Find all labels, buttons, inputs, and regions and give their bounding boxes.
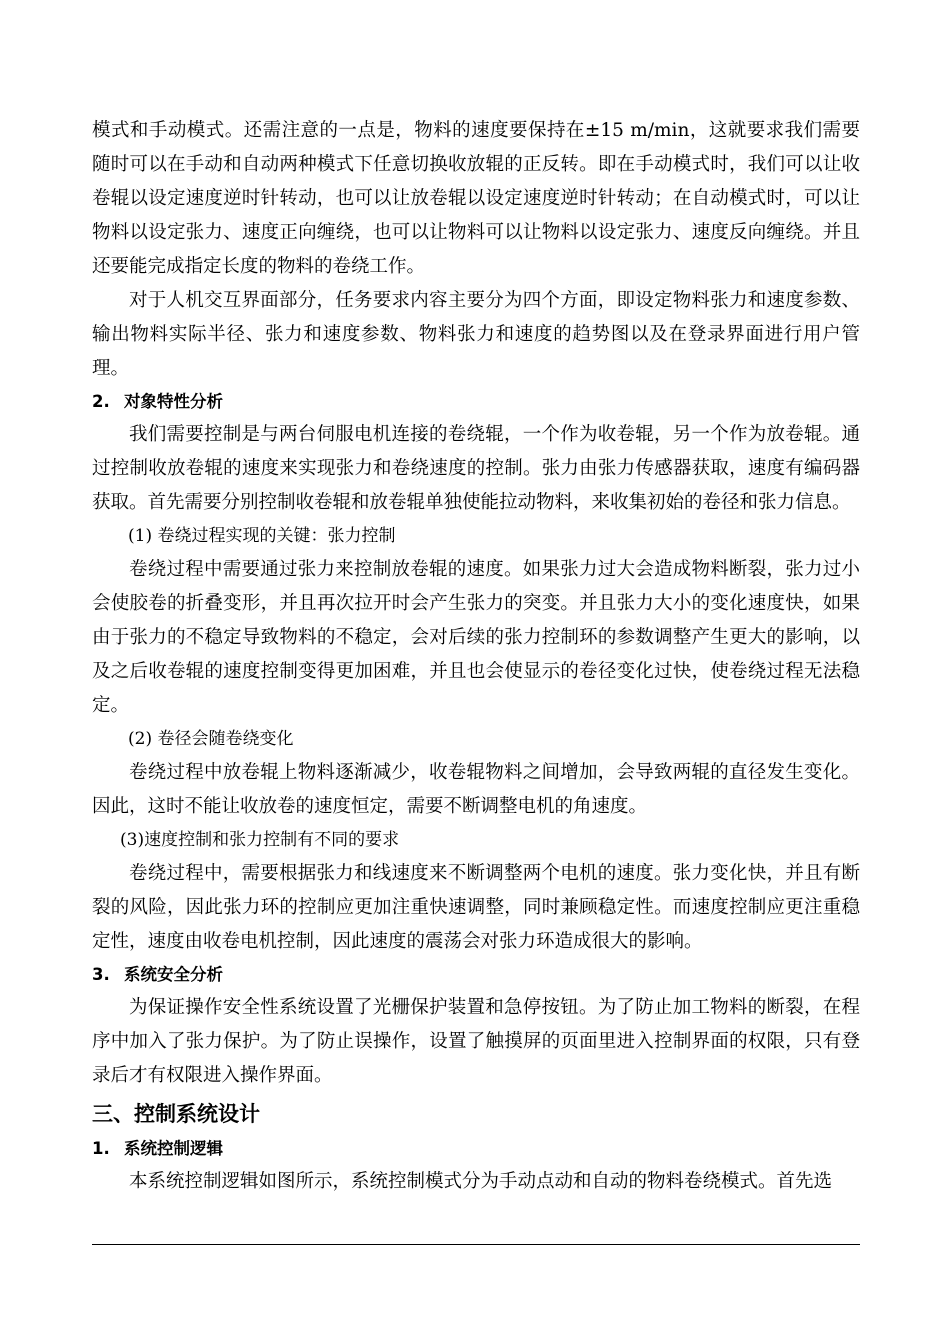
subheading-roll-diameter: (2) 卷径会随卷绕变化 bbox=[128, 729, 294, 749]
paragraph-safety: 为保证操作安全性系统设置了光栅保护装置和急停按钮。为了防止加工物料的断裂，在程序中加入了张力保护。为了防止误操作，设置了触摸屏的页面里进入控制界面的权限，只有登录后才有权限进入操作界面。 bbox=[92, 997, 860, 1086]
paragraph-modes: 模式和手动模式。还需注意的一点是，物料的速度要保持在±15 m/min，这就要求我们需要随时可以在手动和自动两种模式下任意切换收放辊的正反转。即在手动模式时，我们可以让收卷辊以设定速度逆时针转动，也可以让放卷辊以设定速度逆时针转动；在自动模式时，可以让物料以设定张力、速度正向缠绕，也可以让物料可以让物料以设定张力、速度反向缠绕。并且还要能完成指定长度的物料的卷绕工作。 bbox=[92, 120, 860, 277]
section-heading-safety bbox=[92, 959, 860, 991]
subheading-speed-tension: (3)速度控制和张力控制有不同的要求 bbox=[120, 830, 400, 850]
paragraph-control-logic: 本系统控制逻辑如图所示，系统控制模式分为手动点动和自动的物料卷绕模式。首先选 bbox=[129, 1171, 833, 1192]
footer-divider bbox=[92, 1244, 860, 1245]
paragraph-tension: 卷绕过程中需要通过张力来控制放卷辊的速度。如果张力过大会造成物料断裂，张力过小会使胶卷的折叠变形，并且再次拉开时会产生张力的突变。并且张力大小的变化速度快，如果由于张力的不稳定导致物料的不稳定，会对后续的张力控制环的参数调整产生更大的影响，以及之后收卷辊的速度控制变得更加困难，并且也会使显示的卷径变化过快，使卷绕过程无法稳定。 bbox=[92, 559, 860, 716]
section-title: 系统控制逻辑 bbox=[124, 1139, 223, 1158]
paragraph-diameter: 卷绕过程中放卷辊上物料逐渐减少，收卷辊物料之间增加，会导致两辊的直径发生变化。因此，这时不能让收放卷的速度恒定，需要不断调整电机的角速度。 bbox=[92, 762, 860, 817]
subheading-tension-control: (1) 卷绕过程实现的关键：张力控制 bbox=[128, 526, 396, 546]
document-page bbox=[92, 114, 860, 1199]
section-number: 3. bbox=[92, 965, 110, 984]
section-heading-object-analysis bbox=[92, 386, 860, 418]
section-title: 系统安全分析 bbox=[124, 965, 223, 984]
paragraph-hmi: 对于人机交互界面部分，任务要求内容主要分为四个方面，即设定物料张力和速度参数、输出物料实际半径、张力和速度参数、物料张力和速度的趋势图以及在登录界面进行用户管理。 bbox=[92, 290, 860, 379]
paragraph-rollers: 我们需要控制是与两台伺服电机连接的卷绕辊，一个作为收卷辊，另一个作为放卷辊。通过控制收放卷辊的速度来实现张力和卷绕速度的控制。张力由张力传感器获取，速度有编码器获取。首先需要分别控制收卷辊和放卷辊单独使能拉动物料，来收集初始的卷径和张力信息。 bbox=[92, 424, 860, 513]
paragraph-speed: 卷绕过程中，需要根据张力和线速度来不断调整两个电机的速度。张力变化快，并且有断裂的风险，因此张力环的控制应更加注重快速调整，同时兼顾稳定性。而速度控制应更注重稳定性，速度由收卷电机控制，因此速度的震荡会对张力环造成很大的影响。 bbox=[92, 863, 860, 952]
section-heading-control-logic bbox=[92, 1133, 860, 1165]
section-title: 对象特性分析 bbox=[124, 392, 223, 411]
chapter-heading-control-design: 三、控制系统设计 bbox=[92, 1102, 260, 1126]
section-number: 1. bbox=[92, 1139, 110, 1158]
section-number: 2. bbox=[92, 392, 110, 411]
